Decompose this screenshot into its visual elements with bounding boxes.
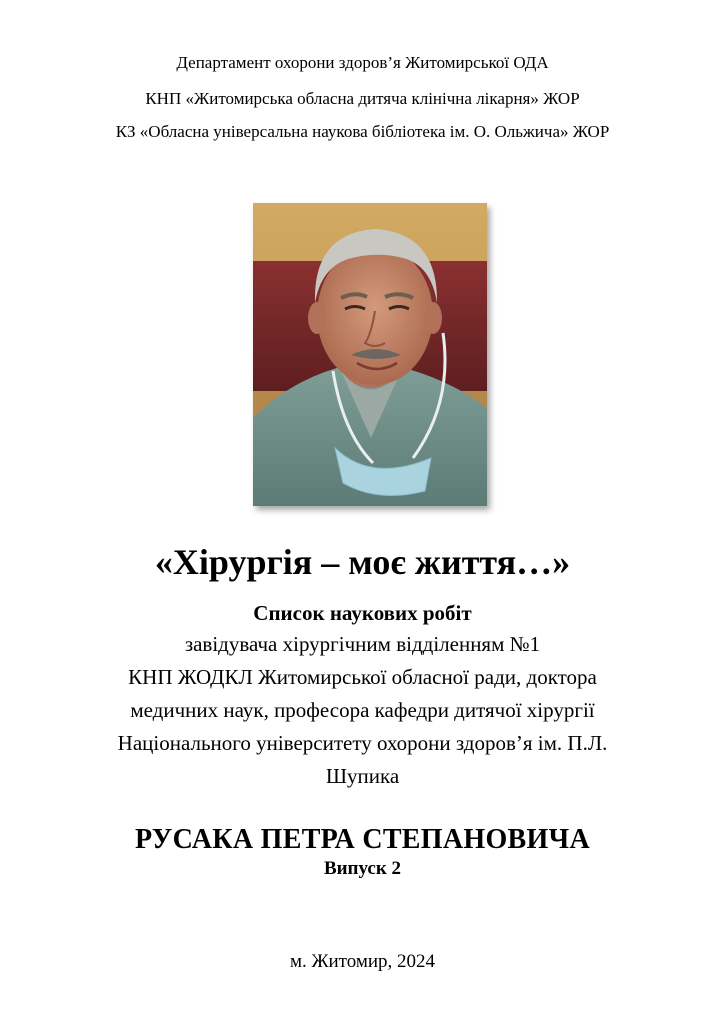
description-line: медичних наук, професора кафедри дитячої хірургії <box>130 698 595 722</box>
author-portrait <box>253 203 487 506</box>
author-name: РУСАКА ПЕТРА СТЕПАНОВИЧА <box>135 824 590 855</box>
document-subtitle: Список наукових робіт <box>253 601 472 625</box>
description-line: завідувача хірургічним відділенням №1 <box>184 632 541 656</box>
header-library: КЗ «Обласна універсальна наукова бібліотека ім. О. Ольжича» ЖОР <box>115 122 610 141</box>
description-line: КНП ЖОДКЛ Житомирської обласної ради, доктора <box>128 665 597 689</box>
header-department: Департамент охорони здоров’я Житомирської ОДА <box>176 53 549 72</box>
header-hospital: КНП «Житомирська обласна дитяча клінічна лікарня» ЖОР <box>145 89 580 108</box>
document-title: «Хірургія – моє життя…» <box>154 542 571 582</box>
place-year: м. Житомир, 2024 <box>289 951 436 972</box>
issue-number: Випуск 2 <box>323 858 402 879</box>
description-line: Національного університету охорони здоров’я ім. П.Л. <box>117 731 608 755</box>
description-line: Шупика <box>325 764 400 788</box>
